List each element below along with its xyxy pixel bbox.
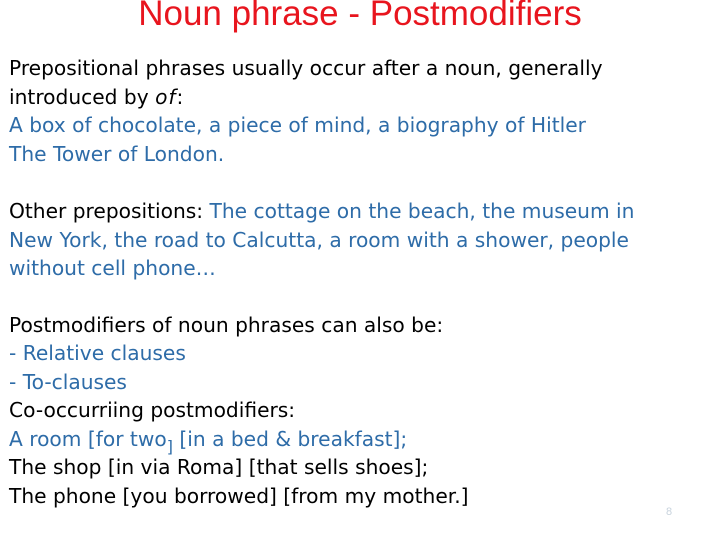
intro-line-1: Prepositional phrases usually occur after a noun, generally — [9, 56, 603, 80]
cooccur-example-1-b: [in a bed & breakfast]; — [172, 426, 408, 451]
cooccur-example-1-a: A room [for two — [9, 426, 167, 451]
slide-title: Noun phrase - Postmodifiers — [138, 0, 582, 33]
cooccur-example-1-bracket: ] — [166, 436, 173, 456]
postmod-line-1: Postmodifiers of noun phrases can also be: — [9, 312, 444, 337]
cooccur-label: Co-occurriing postmodifiers: — [9, 398, 296, 422]
intro-line-2-colon: : — [176, 84, 184, 109]
cooccur-example-3: The phone [you borrowed] [from my mother.] — [9, 483, 469, 508]
intro-examples-2: The Tower of London. — [9, 141, 225, 166]
page-number: 8 — [666, 506, 673, 518]
other-examples-2: New York, the road to Calcutta, a room with a shower, people — [9, 227, 629, 252]
intro-line-2-prefix: introduced by — [9, 84, 156, 109]
other-line-1 — [9, 197, 714, 226]
cooccur-example-1 — [9, 425, 714, 454]
slide-body — [9, 54, 714, 510]
postmod-item-to: - To-clauses — [9, 369, 127, 394]
of-keyword: of — [155, 84, 177, 109]
postmod-item-relative: - Relative clauses — [9, 341, 186, 365]
intro-examples-1: A box of chocolate, a piece of mind, a biography of Hitler — [9, 113, 586, 137]
cooccur-example-2: The shop [in via Roma] [that sells shoes]; — [9, 455, 429, 479]
other-label: Other prepositions: — [9, 199, 210, 223]
intro-line-2 — [9, 83, 714, 112]
other-examples-3: without cell phone… — [9, 256, 216, 280]
other-examples-1: The cottage on the beach, the museum in — [209, 199, 635, 223]
